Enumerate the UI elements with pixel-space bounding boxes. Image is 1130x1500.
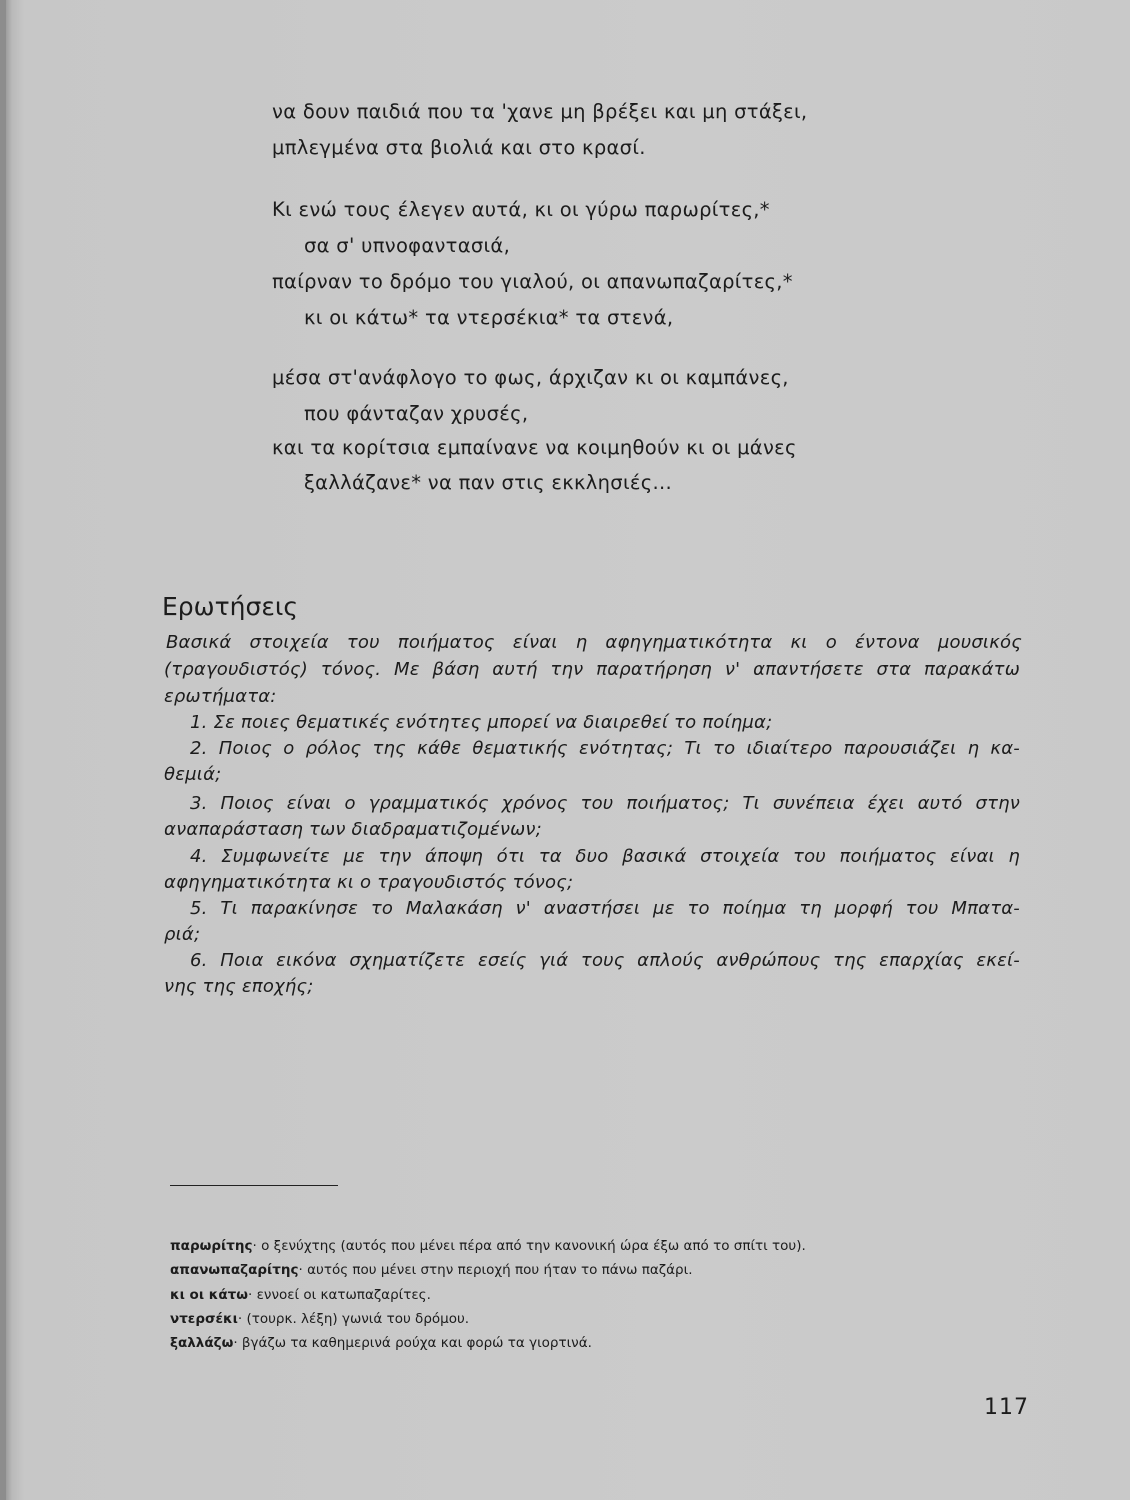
poem-line: ξαλλάζανε* να παν στις εκκλησιές... xyxy=(304,471,672,494)
section-heading: Ερωτήσεις xyxy=(162,592,298,621)
footnote: απανωπαζαρίτης· αυτός που μένει στην περιοχή που ήταν το πάνω παζάρι. xyxy=(170,1262,693,1278)
poem-line: κι οι κάτω* τα ντερσέκια* τα στενά, xyxy=(304,306,674,329)
footnote-definition: εννοεί οι κατωπαζαρίτες. xyxy=(256,1287,431,1303)
question-item-cont: ριά; xyxy=(164,924,201,945)
poem-line: να δουν παιδιά που τα 'χανε μη βρέξει και μη στάξει, xyxy=(272,100,808,123)
question-item: 4. Συμφωνείτε με την άποψη ότι τα δυο βασικά στοιχεία του ποιήματος είναι η xyxy=(190,846,1020,867)
question-item-cont: θεμιά; xyxy=(164,764,222,785)
poem-line: Κι ενώ τους έλεγεν αυτά, κι οι γύρω παρωρίτες,* xyxy=(272,198,770,221)
question-item: 2. Ποιος ο ρόλος της κάθε θεματικής ενότητας; Τι το ιδιαίτερο παρουσιάζει η κα- xyxy=(190,738,1020,759)
intro-line: (τραγουδιστός) τόνος. Με βάση αυτή την παρατήρηση ν' απαντήσετε στα παρακάτω xyxy=(164,659,1020,680)
question-item-cont: αναπαράσταση των διαδραματιζομένων; xyxy=(164,819,542,840)
poem-line: που φάνταζαν χρυσές, xyxy=(304,402,529,425)
footnote-term: παρωρίτης xyxy=(170,1238,253,1254)
question-item: 5. Τι παρακίνησε το Μαλακάση ν' αναστήσει με το ποίημα τη μορφή του Μπατα- xyxy=(190,898,1020,919)
intro-line: Βασικά στοιχεία του ποιήματος είναι η αφηγηματικότητα κι ο έντονα μουσικός xyxy=(166,632,1022,653)
footnote: κι οι κάτω· εννοεί οι κατωπαζαρίτες. xyxy=(170,1287,431,1303)
footnote-definition: αυτός που μένει στην περιοχή που ήταν το πάνω παζάρι. xyxy=(307,1262,693,1278)
footnote-term: κι οι κάτω xyxy=(170,1287,249,1303)
footnote-term: ντερσέκι xyxy=(170,1311,238,1327)
question-item-cont: νης της εποχής; xyxy=(164,976,314,997)
question-item: 6. Ποια εικόνα σχηματίζετε εσείς γιά τους απλούς ανθρώπους της επαρχίας εκεί- xyxy=(190,950,1020,971)
poem-line: σα σ' υπνοφαντασιά, xyxy=(304,234,511,257)
question-item: 1. Σε ποιες θεματικές ενότητες μπορεί να διαιρεθεί το ποίημα; xyxy=(190,712,773,733)
page-number: 117 xyxy=(984,1395,1029,1420)
poem-line: παίρναν το δρόμο του γιαλού, οι απανωπαζαρίτες,* xyxy=(272,270,793,293)
question-item: 3. Ποιος είναι ο γραμματικός χρόνος του ποιήματος; Τι συνέπεια έχει αυτό στην xyxy=(190,793,1020,814)
footnote: ξαλλάζω· βγάζω τα καθημερινά ρούχα και φορώ τα γιορτινά. xyxy=(170,1335,592,1351)
footnote-divider xyxy=(170,1185,338,1186)
footnote-term: ξαλλάζω xyxy=(170,1335,234,1351)
footnote-term: απανωπαζαρίτης xyxy=(170,1262,299,1278)
question-item-cont: αφηγηματικότητα κι ο τραγουδιστός τόνος; xyxy=(164,872,574,893)
poem-line: μπλεγμένα στα βιολιά και στο κρασί. xyxy=(272,136,646,159)
footnote-definition: ο ξενύχτης (αυτός που μένει πέρα από την κανονική ώρα έξω από το σπίτι του). xyxy=(261,1238,806,1254)
book-page xyxy=(6,0,1130,1500)
poem-line: μέσα στ'ανάφλογο το φως, άρχιζαν κι οι καμπάνες, xyxy=(272,366,789,389)
intro-line: ερωτήματα: xyxy=(164,686,277,707)
poem-line: και τα κορίτσια εμπαίνανε να κοιμηθούν κι οι μάνες xyxy=(272,436,797,459)
footnote-definition: (τουρκ. λέξη) γωνιά του δρόμου. xyxy=(246,1311,470,1327)
footnote: παρωρίτης· ο ξενύχτης (αυτός που μένει πέρα από την κανονική ώρα έξω από το σπίτι του). xyxy=(170,1238,806,1254)
footnote: ντερσέκι· (τουρκ. λέξη) γωνιά του δρόμου. xyxy=(170,1311,470,1327)
footnote-definition: βγάζω τα καθημερινά ρούχα και φορώ τα γιορτινά. xyxy=(241,1335,592,1351)
